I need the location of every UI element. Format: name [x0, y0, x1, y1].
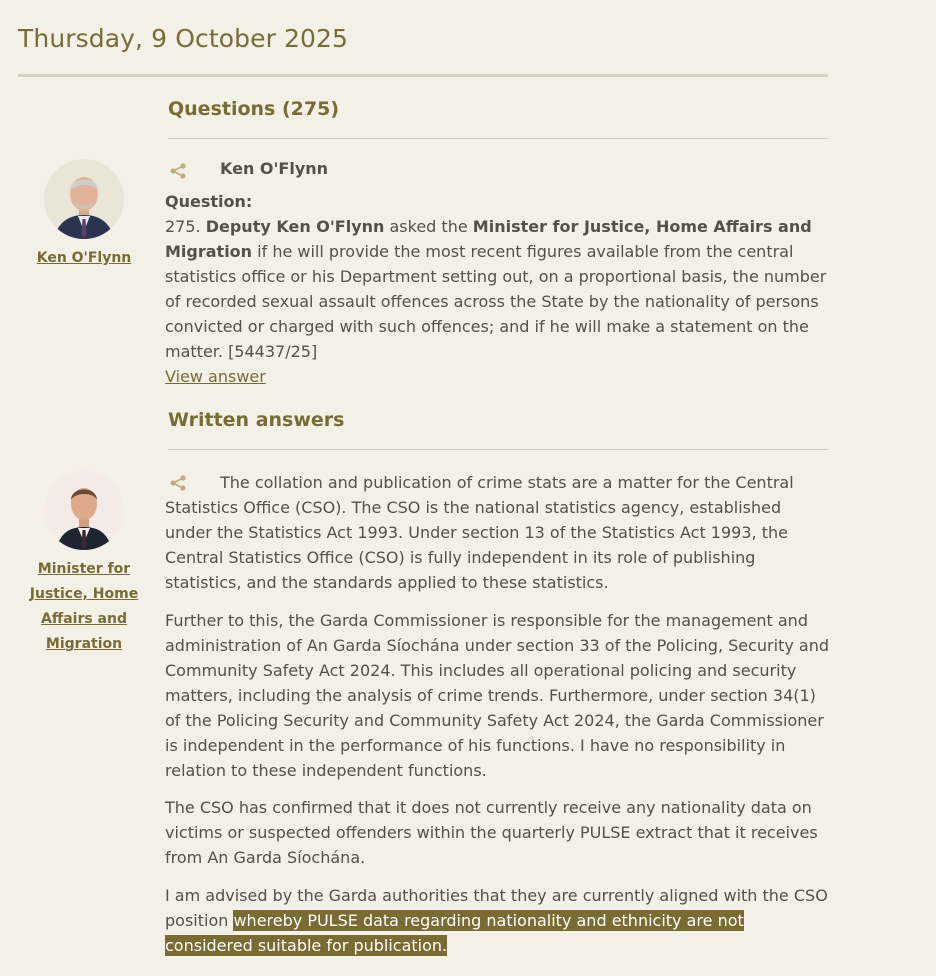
questions-section-title: Questions (275) [168, 98, 339, 120]
highlighted-text-selection: whereby PULSE data regarding nationality and ethnicity are not considered suitable for publication. [165, 911, 744, 955]
page-date-heading: Thursday, 9 October 2025 [18, 24, 349, 53]
view-answer-link[interactable]: View answer [165, 367, 266, 386]
answer-paragraph-3: The CSO has confirmed that it does not currently receive any nationality data on victims or suspected offenders within the quarterly PULSE extract that it receives from An Garda Síochána. [165, 798, 818, 867]
minister-caption-line-3[interactable]: Affairs and [41, 611, 127, 627]
ken-oflynn-avatar[interactable] [44, 159, 124, 239]
question-label: Question: [165, 192, 253, 211]
written-answers-divider [168, 449, 828, 450]
share-icon[interactable] [169, 163, 187, 179]
minister-profile-link[interactable] [26, 557, 142, 657]
answer-paragraph-4-text: I am advised by the Garda authorities that they are currently aligned with the CSO position [165, 886, 828, 930]
question-minister: Minister for Justice, Home Affairs and Migration [165, 217, 812, 261]
question-asked-the: asked the [389, 217, 468, 236]
minister-caption-line-2[interactable]: Justice, Home [29, 586, 139, 602]
ken-oflynn-profile-link[interactable]: Ken O'Flynn [36, 250, 132, 266]
questions-divider [168, 138, 828, 139]
question-text [165, 214, 830, 389]
minister-caption-line-1[interactable]: Minister for [37, 561, 131, 577]
minister-caption-line-4[interactable]: Migration [45, 636, 123, 652]
written-answers-section-title: Written answers [168, 409, 345, 431]
question-number: 275. [165, 217, 201, 236]
answer-paragraph-1 [165, 470, 830, 595]
answer-paragraph-1-text: The collation and publication of crime stats are a matter for the Central Statistics Office (CSO). The CSO is the national statistics agency, established under the Statistics Act 1993. Under section 13 of the Statistics Act 1993, the Central Statistics Office (CSO) is fully independent in its role of publishing statistics, and the standards applied to these statistics. [165, 473, 794, 592]
question-asker: Deputy Ken O'Flynn [205, 217, 385, 236]
answer-paragraph-2: Further to this, the Garda Commissioner is responsible for the management and administration of An Garda Síochána under section 33 of the Policing, Security and Community Safety Act 2024. This includes all operational policing and security matters, including the analysis of crime trends. Furthermore, under section 34(1) of the Policing Security and Community Safety Act 2024, the Garda Commissioner is independent in the performance of his functions. I have no responsibility in relation to these independent functions. [165, 611, 830, 780]
question-body: if he will provide the most recent figures available from the central statistics office or his Department setting out, on a proportional basis, the number of recorded sexual assault offences across the State by the nationality of persons convicted or charged with such offences; and if he will make a statement on the matter. [54437/25] [165, 242, 827, 361]
answer-paragraph-4 [165, 883, 830, 958]
question-member-name[interactable]: Ken O'Flynn [220, 159, 329, 178]
minister-avatar[interactable] [44, 470, 124, 550]
header-divider [18, 74, 828, 77]
